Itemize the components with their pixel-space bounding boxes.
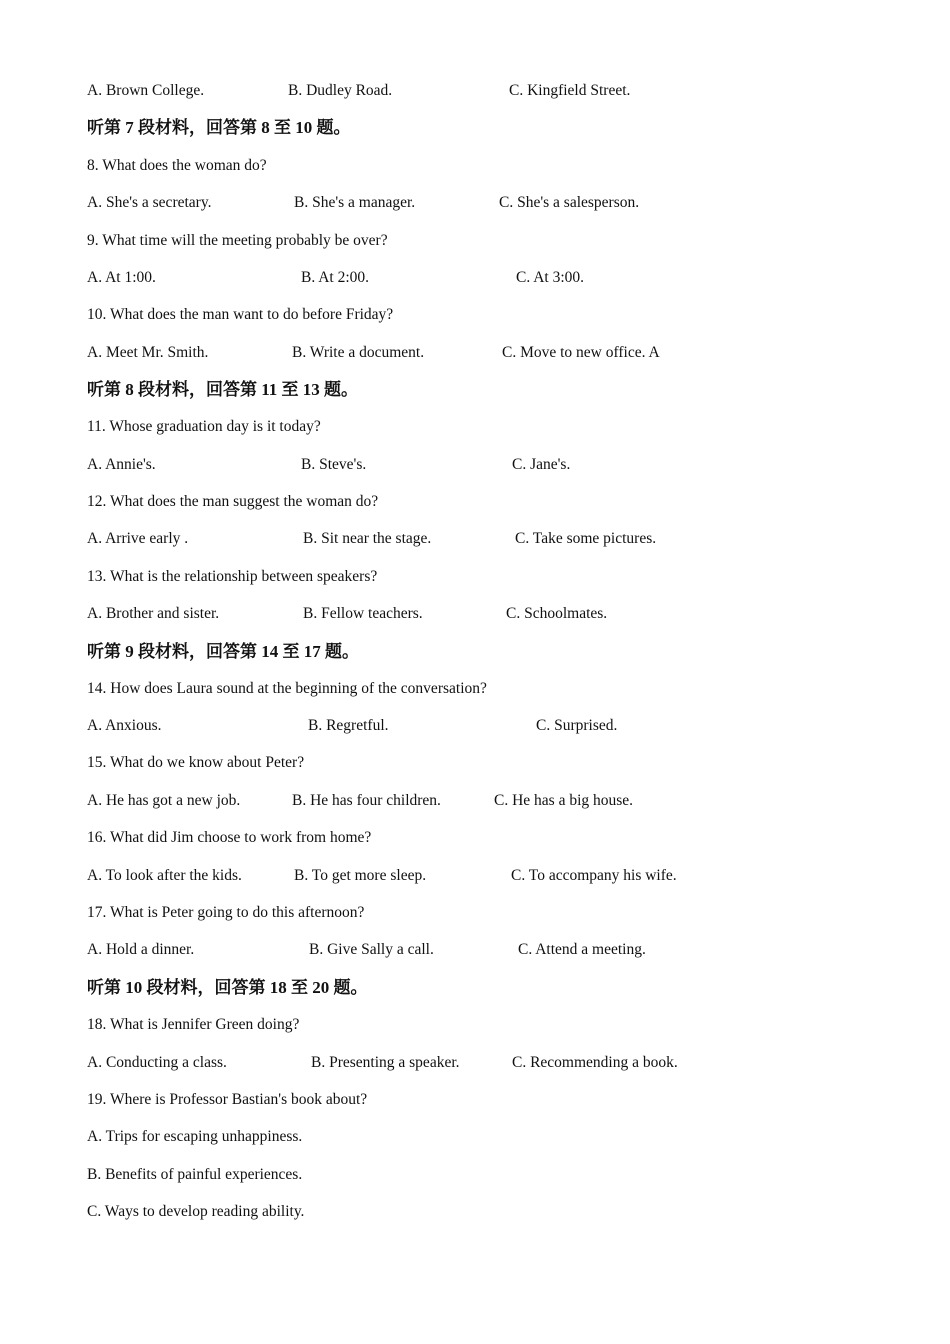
option-c: C. Surprised. — [536, 717, 618, 734]
option-c: C. Attend a meeting. — [518, 941, 646, 958]
option-a: A. To look after the kids. — [87, 867, 242, 884]
question-text: 17. What is Peter going to do this afternoon? — [87, 904, 365, 921]
section-header: 听第 7 段材料，回答第 8 至 10 题。 — [87, 118, 351, 137]
option-line: B. Benefits of painful experiences. — [87, 1166, 303, 1183]
option-b: B. Sit near the stage. — [303, 530, 432, 547]
question-text: 18. What is Jennifer Green doing? — [87, 1016, 300, 1033]
question-text: 8. What does the woman do? — [87, 157, 267, 174]
question-text: 11. Whose graduation day is it today? — [87, 418, 321, 435]
option-a: A. Brother and sister. — [87, 605, 220, 622]
option-c: C. At 3:00. — [516, 269, 585, 286]
option-b: B. He has four children. — [292, 792, 441, 809]
section-header: 听第 9 段材料，回答第 14 至 17 题。 — [87, 642, 359, 661]
question-text: 9. What time will the meeting probably be over? — [87, 232, 388, 249]
section-header: 听第 10 段材料，回答第 18 至 20 题。 — [87, 978, 368, 997]
option-a: A. Brown College. — [87, 82, 205, 99]
question-text: 12. What does the man suggest the woman do? — [87, 493, 379, 510]
option-a: A. Conducting a class. — [87, 1054, 227, 1071]
option-c: C. He has a big house. — [494, 792, 634, 809]
option-a: A. Arrive early . — [87, 530, 189, 547]
option-c: C. Schoolmates. — [506, 605, 608, 622]
option-a: A. Hold a dinner. — [87, 941, 195, 958]
option-line: A. Trips for escaping unhappiness. — [87, 1128, 303, 1145]
option-a: A. At 1:00. — [87, 269, 156, 286]
option-c: C. Move to new office. A — [502, 344, 660, 361]
option-b: B. To get more sleep. — [294, 867, 427, 884]
option-a: A. She's a secretary. — [87, 194, 212, 211]
question-text: 13. What is the relationship between speakers? — [87, 568, 378, 585]
option-c: C. Take some pictures. — [515, 530, 657, 547]
option-b: B. Dudley Road. — [288, 82, 393, 99]
option-a: A. Meet Mr. Smith. — [87, 344, 209, 361]
option-b: B. Fellow teachers. — [303, 605, 423, 622]
option-b: B. At 2:00. — [301, 269, 370, 286]
question-text: 15. What do we know about Peter? — [87, 754, 305, 771]
question-text: 10. What does the man want to do before Friday? — [87, 306, 394, 323]
option-b: B. Regretful. — [308, 717, 389, 734]
section-header: 听第 8 段材料，回答第 11 至 13 题。 — [87, 380, 359, 399]
option-b: B. Give Sally a call. — [309, 941, 434, 958]
option-a: A. Annie's. — [87, 456, 156, 473]
option-c: C. To accompany his wife. — [511, 867, 677, 884]
option-b: B. Steve's. — [301, 456, 367, 473]
option-c: C. She's a salesperson. — [499, 194, 640, 211]
option-c: C. Kingfield Street. — [509, 82, 631, 99]
question-text: 14. How does Laura sound at the beginning of the conversation? — [87, 680, 487, 697]
option-b: B. Write a document. — [292, 344, 425, 361]
option-a: A. He has got a new job. — [87, 792, 241, 809]
option-line: C. Ways to develop reading ability. — [87, 1203, 305, 1220]
option-b: B. Presenting a speaker. — [311, 1054, 460, 1071]
option-c: C. Jane's. — [512, 456, 571, 473]
option-a: A. Anxious. — [87, 717, 162, 734]
option-c: C. Recommending a book. — [512, 1054, 678, 1071]
option-b: B. She's a manager. — [294, 194, 416, 211]
question-text: 16. What did Jim choose to work from home? — [87, 829, 372, 846]
question-text: 19. Where is Professor Bastian's book about? — [87, 1091, 368, 1108]
